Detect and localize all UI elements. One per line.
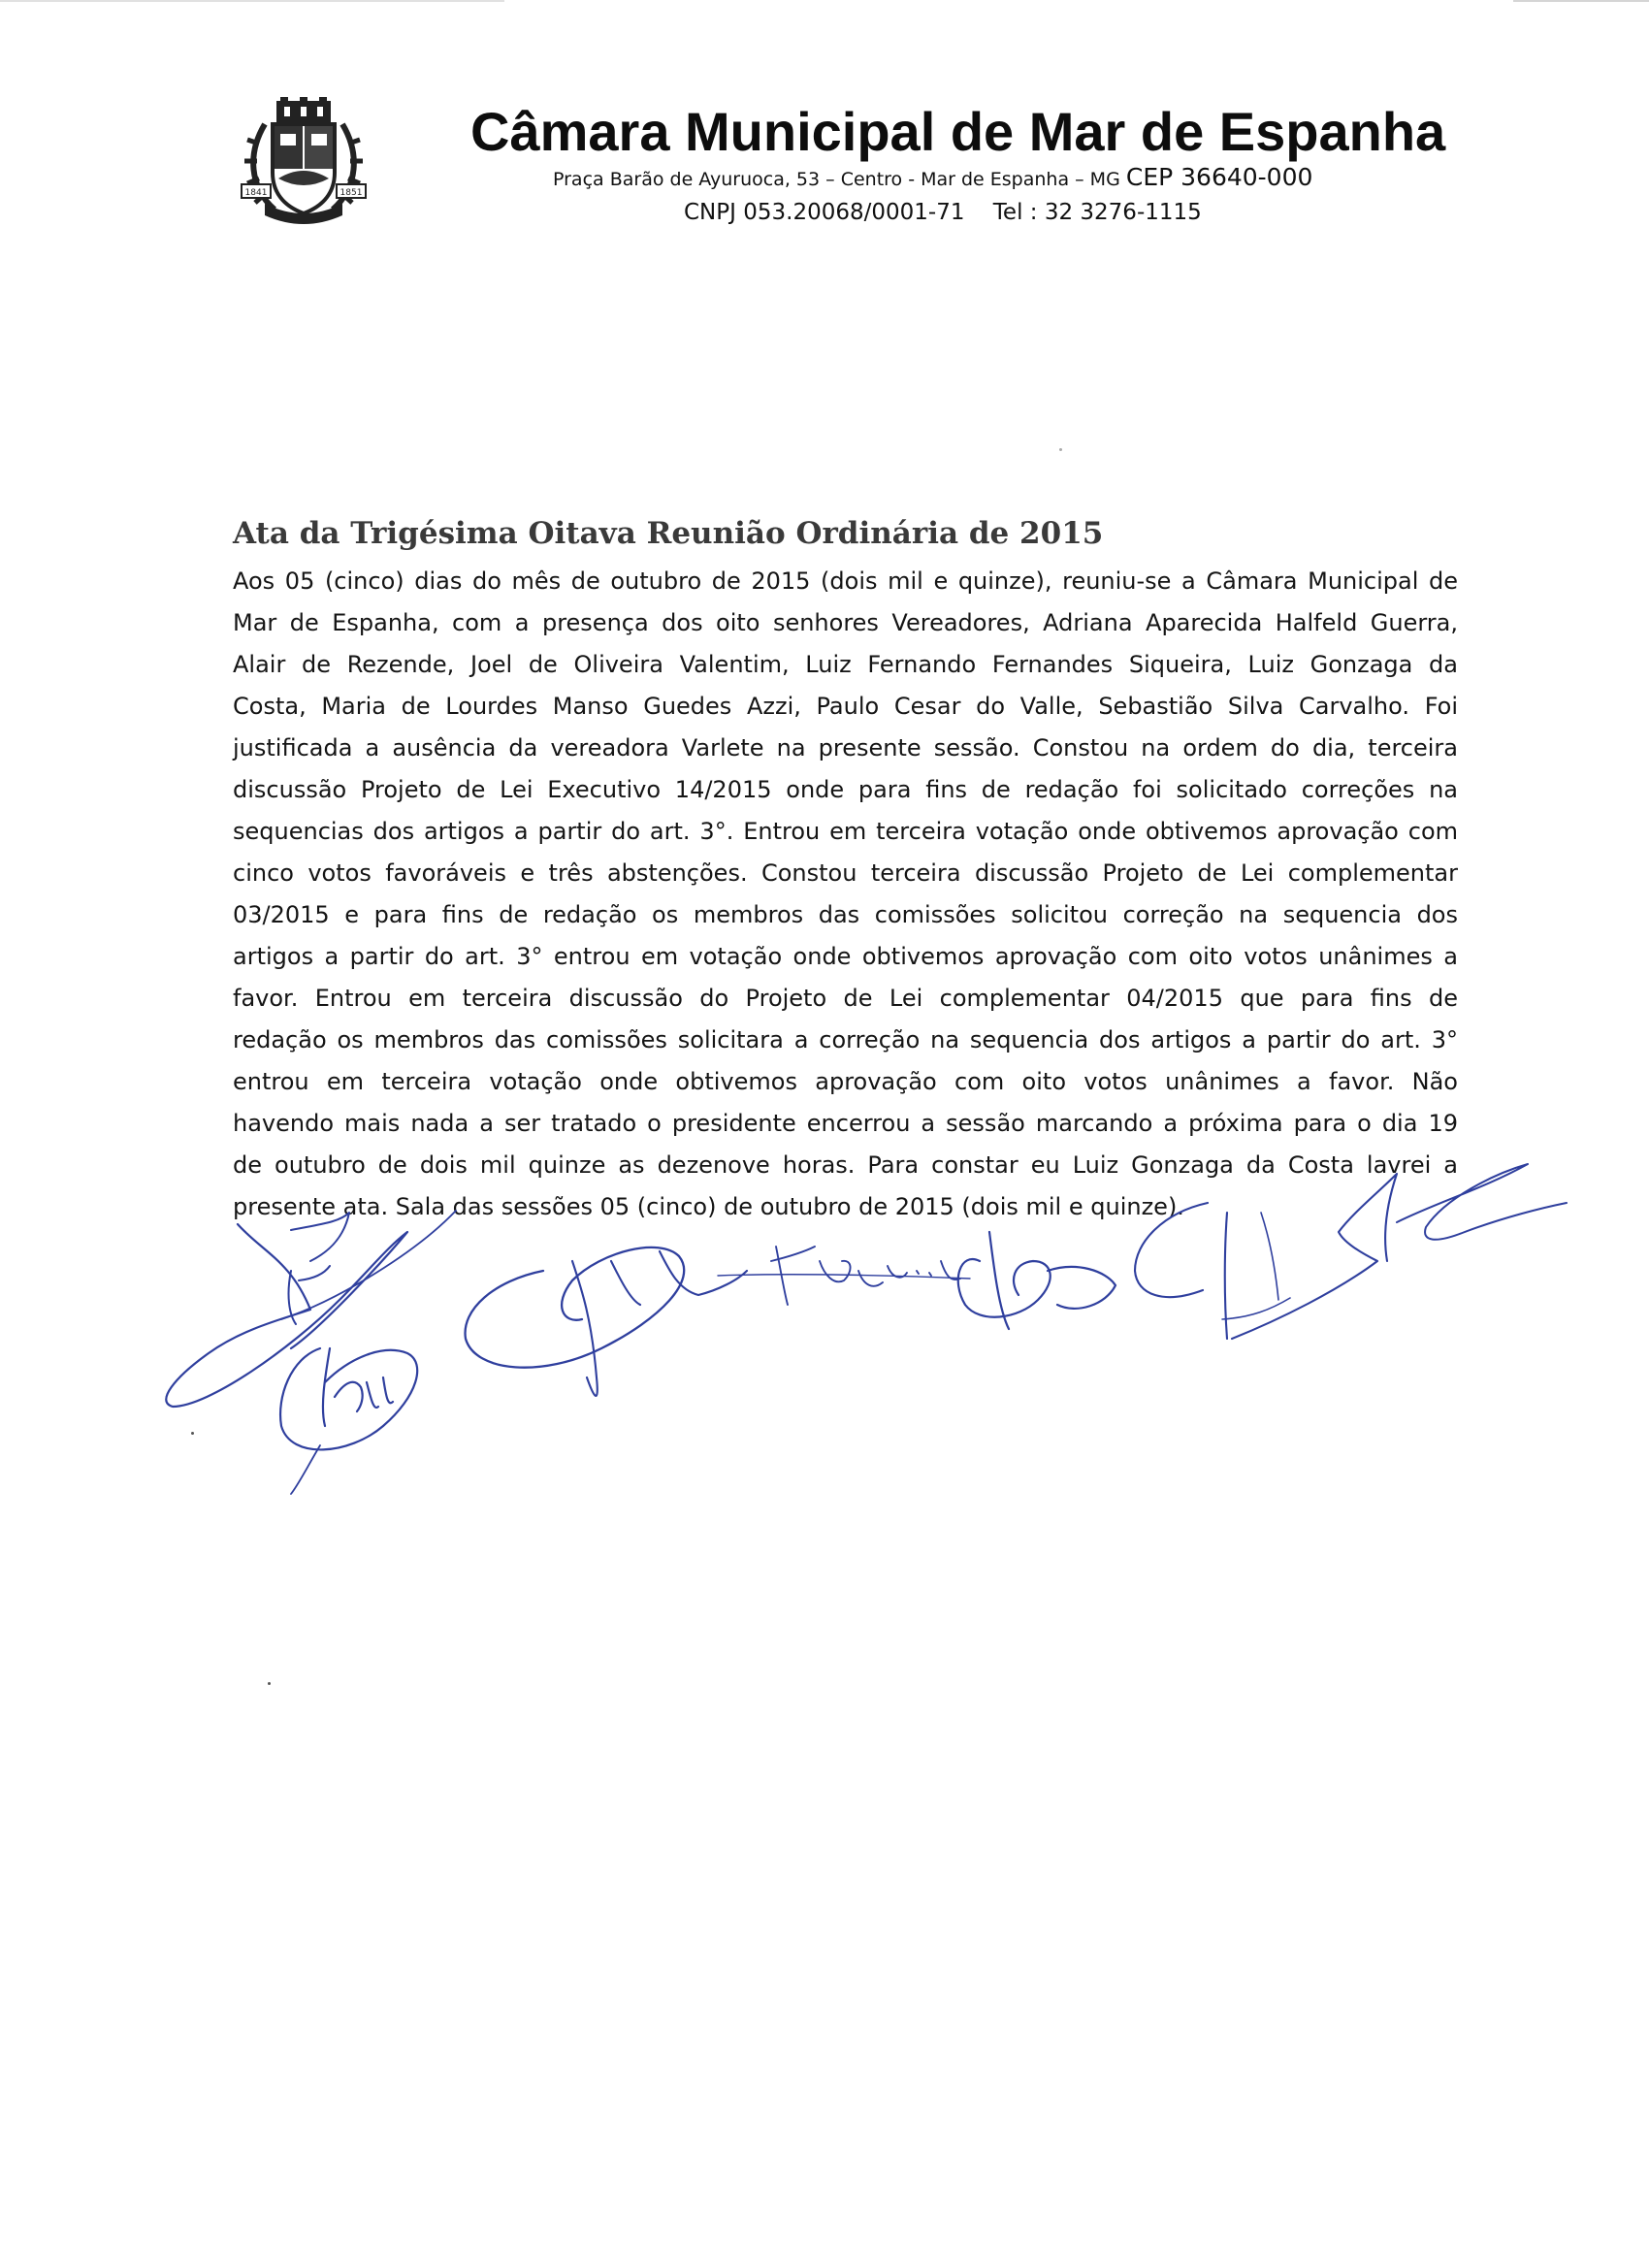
scan-edge-line bbox=[0, 0, 504, 2]
handwritten-signature bbox=[166, 1224, 407, 1407]
cnpj-text: CNPJ 053.20068/0001-71 bbox=[684, 200, 965, 225]
organization-name: Câmara Municipal de Mar de Espanha bbox=[470, 101, 1446, 162]
body-line: entrou em terceira votação onde obtivemos aprovação com oito votos unânimes a favor. Não bbox=[233, 1068, 1458, 1095]
body-line: 03/2015 e para fins de redação os membros das comissões solicitou correção na sequencia dos bbox=[233, 901, 1458, 928]
body-line: Aos 05 (cinco) dias do mês de outubro de 2015 (dois mil e quinze), reuniu-se a Câmara Municipal de bbox=[233, 567, 1458, 595]
scan-speck bbox=[191, 1432, 194, 1435]
body-line: presente ata. Sala das sessões 05 (cinco) de outubro de 2015 (dois mil e quinze). bbox=[233, 1193, 1184, 1220]
body-line: sequencias dos artigos a partir do art. 3°. Entrou em terceira votação onde obtivemos aprovação com bbox=[233, 818, 1458, 845]
scan-edge-line bbox=[1513, 0, 1649, 2]
body-line: Alair de Rezende, Joel de Oliveira Valentim, Luiz Fernando Fernandes Siqueira, Luiz Gonzaga da bbox=[233, 651, 1458, 678]
body-line: artigos a partir do art. 3° entrou em votação onde obtivemos aprovação com oito votos unânimes a bbox=[233, 943, 1458, 970]
body-line: cinco votos favoráveis e três abstenções. Constou terceira discussão Projeto de Lei complementar bbox=[233, 859, 1458, 887]
contact-line bbox=[684, 196, 1460, 229]
body-line: justificada a ausência da vereadora Varlete na presente sessão. Constou na ordem do dia, terceira bbox=[233, 734, 1458, 761]
minutes-body bbox=[233, 561, 1458, 1228]
body-line: favor. Entrou em terceira discussão do Projeto de Lei complementar 04/2015 que para fins de bbox=[233, 985, 1458, 1012]
minutes-title: Ata da Trigésima Oitava Reunião Ordinária de 2015 bbox=[233, 516, 1104, 551]
scan-speck bbox=[268, 1682, 271, 1685]
body-line: de outubro de dois mil quinze as dezenove horas. Para constar eu Luiz Gonzaga da Costa lavrei a bbox=[233, 1151, 1458, 1179]
body-line: discussão Projeto de Lei Executivo 14/2015 onde para fins de redação foi solicitado correções na bbox=[233, 776, 1458, 803]
handwritten-signature bbox=[280, 1348, 417, 1449]
svg-text:1851: 1851 bbox=[340, 188, 363, 198]
handwritten-signature bbox=[771, 1247, 960, 1305]
handwritten-signature bbox=[958, 1232, 1116, 1329]
address-text: Praça Barão de Ayuruoca, 53 – Centro - Mar de Espanha – MG bbox=[553, 169, 1120, 190]
body-line: Mar de Espanha, com a presença dos oito senhores Vereadores, Adriana Aparecida Halfeld Guerra, bbox=[233, 609, 1458, 636]
svg-text:1841: 1841 bbox=[244, 188, 268, 198]
municipal-coat-of-arms-icon bbox=[236, 95, 372, 231]
body-line: redação os membros das comissões solicitara a correção na sequencia dos artigos a partir do art. 3° bbox=[233, 1026, 1458, 1053]
phone-text: Tel : 32 3276-1115 bbox=[992, 200, 1202, 225]
body-line: havendo mais nada a ser tratado o presidente encerrou a sessão marcando a próxima para o dia 19 bbox=[233, 1110, 1458, 1137]
body-line: Costa, Maria de Lourdes Manso Guedes Azzi, Paulo Cesar do Valle, Sebastião Silva Carvalho. Foi bbox=[233, 693, 1458, 720]
address-line bbox=[553, 163, 1426, 194]
cep-text: CEP 36640-000 bbox=[1125, 163, 1313, 191]
scan-speck bbox=[1059, 448, 1062, 451]
handwritten-signature bbox=[466, 1247, 685, 1368]
